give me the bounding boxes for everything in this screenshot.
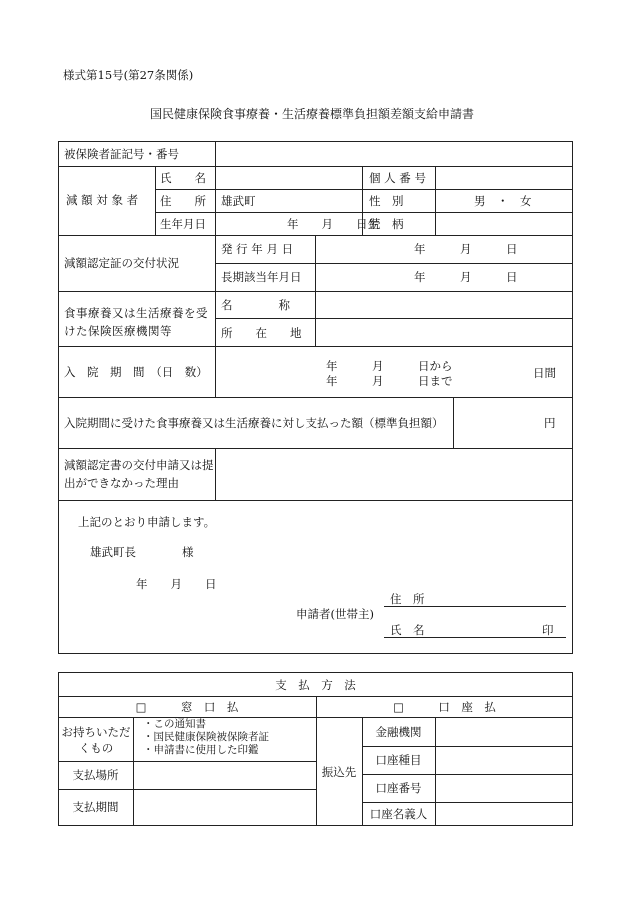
declaration-text: 上記のとおり申請します。	[78, 515, 216, 529]
bring-items-label: お持ちいただくもの	[61, 725, 131, 755]
account-number-label: 口座番号	[375, 781, 422, 795]
birthdate-field[interactable]: 年 月 日生	[287, 217, 379, 231]
reduction-target-label: 減 額 対 象 者	[66, 193, 139, 207]
payment-method-title: 支 払 方 法	[275, 678, 356, 692]
bring-item: ・この通知書	[143, 718, 206, 730]
account-holder-label: 口座名義人	[369, 807, 428, 821]
name-field[interactable]	[217, 168, 361, 188]
window-payment-checkbox[interactable]: □ 窓 口 払	[135, 700, 239, 714]
bring-item: ・国民健康保険被保険者証	[143, 731, 269, 743]
reason-label: 減額認定書の交付申請又は提出ができなかった理由	[64, 458, 214, 490]
account-number-field[interactable]	[437, 776, 571, 801]
bring-item: ・申請書に使用した印鑑	[143, 744, 259, 756]
applicant-address-label: 住 所	[390, 592, 425, 606]
name-label: 氏 名	[160, 171, 206, 185]
account-holder-field[interactable]	[437, 804, 571, 825]
issue-date-field[interactable]: 年 月 日	[414, 242, 518, 256]
payment-place-label: 支払場所	[72, 768, 119, 782]
institution-name-field[interactable]	[317, 293, 571, 317]
sex-options[interactable]: 男 ・ 女	[474, 194, 532, 208]
form-title: 国民健康保険食事療養・生活療養標準負担額差額支給申請書	[150, 107, 475, 121]
account-type-label: 口座種目	[375, 753, 422, 767]
applicant-name-label: 氏 名	[390, 623, 425, 637]
long-term-label: 長期該当年月日	[221, 270, 302, 284]
bank-field[interactable]	[437, 719, 571, 745]
transfer-label: 振込先	[321, 765, 357, 779]
institution-label: 食事療養又は生活療養を受けた保険医療機関等	[64, 306, 208, 338]
institution-location-label: 所 在 地	[221, 326, 302, 340]
certificate-status-label: 減額認定証の交付状況	[64, 256, 179, 270]
insured-number-field[interactable]	[217, 143, 571, 165]
applicant-label: 申請者(世帯主)	[296, 607, 374, 621]
relationship-label: 続 柄	[369, 217, 404, 231]
address-value[interactable]: 雄武町	[221, 194, 256, 208]
long-term-date-field[interactable]: 年 月 日	[414, 270, 518, 284]
hospitalization-from[interactable]: 年 月 日から	[326, 359, 453, 373]
reason-field[interactable]	[217, 450, 571, 498]
payment-period-label: 支払期間	[72, 800, 119, 814]
amount-unit: 円	[544, 416, 556, 430]
application-date[interactable]: 年 月 日	[136, 577, 217, 591]
hospitalization-label: 入 院 期 間 （日 数）	[64, 365, 208, 379]
birthdate-label: 生年月日	[160, 217, 206, 231]
individual-number-field[interactable]	[437, 168, 571, 188]
institution-name-label: 名 称	[221, 298, 290, 312]
sex-label: 性 別	[369, 194, 404, 208]
individual-number-label: 個 人 番 号	[369, 171, 426, 185]
issue-date-label: 発 行 年 月 日	[221, 242, 294, 256]
days-unit: 日間	[533, 366, 556, 380]
account-type-field[interactable]	[437, 748, 571, 773]
insured-number-label: 被保険者証記号・番号	[64, 147, 179, 161]
mayor-addressee: 雄武町長 様	[90, 545, 194, 559]
address-label: 住 所	[160, 194, 206, 208]
seal-mark: 印	[542, 623, 554, 637]
bank-label: 金融機関	[375, 725, 422, 739]
hospitalization-to[interactable]: 年 月 日まで	[326, 374, 453, 388]
form-number: 様式第15号(第27条関係)	[63, 68, 194, 82]
amount-label: 入院期間に受けた食事療養又は生活療養に対し支払った額（標準負担額）	[64, 416, 444, 430]
account-payment-checkbox[interactable]: □ 口 座 払	[393, 700, 496, 714]
relationship-field[interactable]	[437, 214, 571, 234]
institution-location-field[interactable]	[317, 320, 571, 345]
